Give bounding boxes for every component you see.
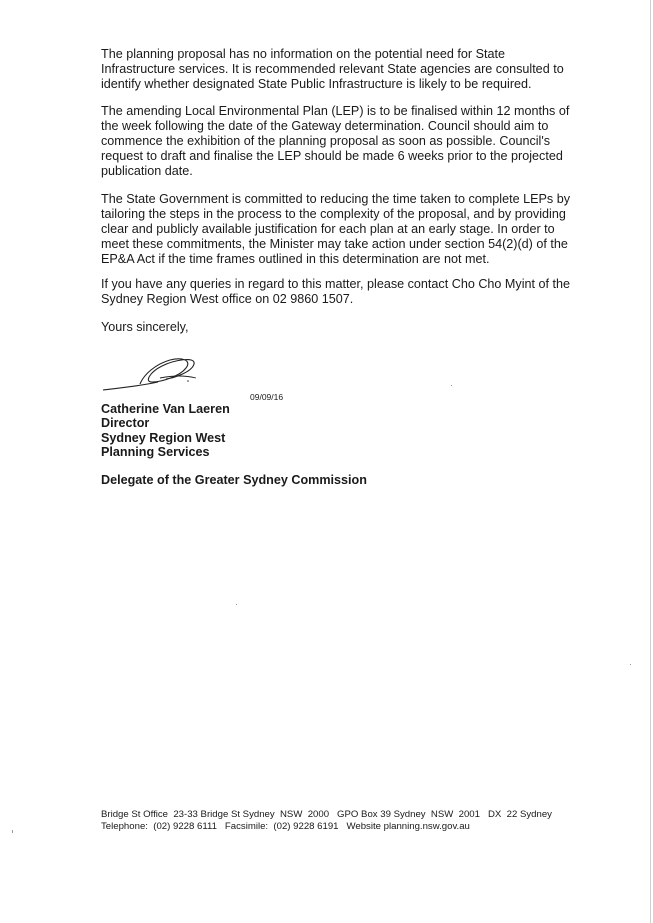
handwritten-signature (100, 352, 210, 402)
footer-address: Bridge St Office 23-33 Bridge St Sydney NSW 2000 GPO Box 39 Sydney NSW 2001 DX 22 Sydney (101, 809, 552, 820)
signatory-title: Director (101, 416, 150, 431)
signatory-name: Catherine Van Laeren (101, 402, 230, 416)
scan-edge (650, 0, 651, 923)
scan-speck (12, 830, 13, 833)
paragraph-lep-timeframe: The amending Local Environmental Plan (LEP) is to be finalised within 12 months of the week following the date of the Gateway determination. Council should aim to commence the exhibition of the planning proposal as soon as possible. Council's request to draft and finalise the LEP should be made 6 weeks prior to the projected publication date. (101, 104, 570, 178)
signatory-block (101, 402, 230, 459)
paragraph-infrastructure: The planning proposal has no information on the potential need for State Infrastructure services. It is recommended relevant State agencies are consulted to identify whether designated State Public Infrastructure is likely to be required. (101, 47, 564, 91)
closing-salutation: Yours sincerely, (101, 320, 189, 334)
signatory-region: Sydney Region West (101, 430, 226, 445)
scan-speck (451, 385, 452, 386)
delegate-line: Delegate of the Greater Sydney Commission (101, 473, 367, 487)
scan-speck (236, 604, 237, 605)
letterhead-footer (101, 809, 552, 833)
signature-date: 09/09/16 (250, 392, 284, 402)
paragraph-government-commitment: The State Government is committed to reducing the time taken to complete LEPs by tailoring the steps in the process to the complexity of the proposal, and by providing clear and publicly available justification for each plan at an early stage. In order to meet these commitments, the Minister may take action under section 54(2)(d) of the EP&A Act if the time frames outlined in this determination are not met. (101, 192, 570, 266)
footer-contact: Telephone: (02) 9228 6111 Facsimile: (02) 9228 6191 Website planning.nsw.gov.au (101, 821, 470, 832)
paragraph-contact: If you have any queries in regard to this matter, please contact Cho Cho Myint of the Sydney Region West office on 02 9860 1507. (101, 277, 571, 306)
scan-speck (630, 664, 631, 665)
signatory-division: Planning Services (101, 444, 210, 459)
